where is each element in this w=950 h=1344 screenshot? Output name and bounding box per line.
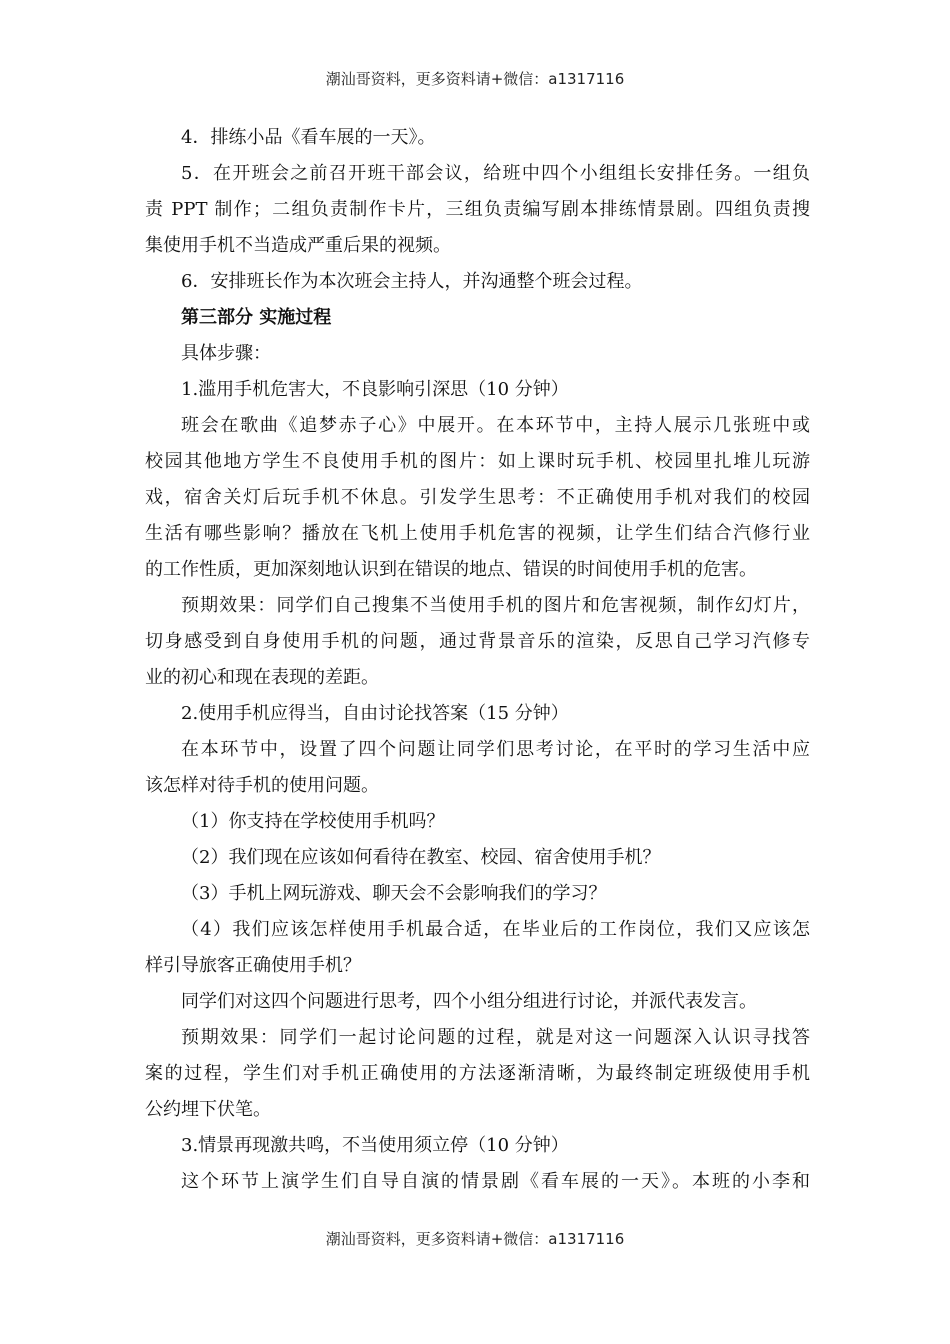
subheading: 具体步骤： [181,343,271,364]
paragraph-line: 切身感受到自身使用手机的问题，通过背景音乐的渲染，反思自己学习汽修专 [145,631,810,652]
question-item: （1）你支持在学校使用手机吗？ [181,811,445,832]
paragraph-line: 该怎样对待手机的使用问题。 [145,775,379,796]
paragraph-line: 校园其他地方学生不良使用手机的图片：如上课时玩手机、校园里扎堆儿玩游 [145,451,810,472]
section-heading: 第三部分 实施过程 [181,307,332,328]
paragraph-line: 样引导旅客正确使用手机？ [145,955,361,976]
question-item: （2）我们现在应该如何看待在教室、校园、宿舍使用手机？ [181,847,661,868]
paragraph-line: 责 PPT 制作；二组负责制作卡片，三组负责编写剧本排练情景剧。四组负责搜 [145,199,810,220]
paragraph-line: 预期效果：同学们一起讨论问题的过程，就是对这一问题深入认识寻找答 [181,1027,810,1048]
paragraph-line: 预期效果：同学们自己搜集不当使用手机的图片和危害视频，制作幻灯片， [181,595,810,616]
step-heading: 3.情景再现激共鸣，不当使用须立停（10 分钟） [181,1135,569,1156]
question-item: （4）我们应该怎样使用手机最合适，在毕业后的工作岗位，我们又应该怎 [181,919,810,940]
paragraph-line: 在本环节中，设置了四个问题让同学们思考讨论，在平时的学习生活中应 [181,739,810,760]
paragraph-line: 案的过程，学生们对手机正确使用的方法逐渐清晰，为最终制定班级使用手机 [145,1063,810,1084]
step-heading: 1.滥用手机危害大，不良影响引深思（10 分钟） [181,379,569,400]
paragraph-line: 集使用手机不当造成严重后果的视频。 [145,235,451,256]
list-item: 4．排练小品《看车展的一天》。 [181,127,436,148]
paragraph-line: 同学们对这四个问题进行思考，四个小组分组进行讨论，并派代表发言。 [181,991,757,1012]
paragraph-line: 5．在开班会之前召开班干部会议，给班中四个小组组长安排任务。一组负 [181,163,810,184]
step-heading: 2.使用手机应得当，自由讨论找答案（15 分钟） [181,703,569,724]
paragraph-line: 公约埋下伏笔。 [145,1099,271,1120]
paragraph-line: 业的初心和现在表现的差距。 [145,667,379,688]
question-item: （3）手机上网玩游戏、聊天会不会影响我们的学习？ [181,883,607,904]
paragraph-line: 这个环节上演学生们自导自演的情景剧《看车展的一天》。本班的小李和 [181,1171,810,1192]
list-item: 6．安排班长作为本次班会主持人，并沟通整个班会过程。 [181,271,643,292]
document-body [145,120,810,1200]
paragraph-line: 的工作性质，更加深刻地认识到在错误的地点、错误的时间使用手机的危害。 [145,559,757,580]
page-header: 潮汕哥资料，更多资料请+微信：a1317116 [325,70,625,88]
paragraph-line: 生活有哪些影响？播放在飞机上使用手机危害的视频，让学生们结合汽修行业 [145,523,810,544]
paragraph-line: 戏，宿舍关灯后玩手机不休息。引发学生思考：不正确使用手机对我们的校园 [145,487,810,508]
paragraph-line: 班会在歌曲《追梦赤子心》中展开。在本环节中，主持人展示几张班中或 [181,415,810,436]
page-footer: 潮汕哥资料，更多资料请+微信：a1317116 [325,1230,625,1248]
